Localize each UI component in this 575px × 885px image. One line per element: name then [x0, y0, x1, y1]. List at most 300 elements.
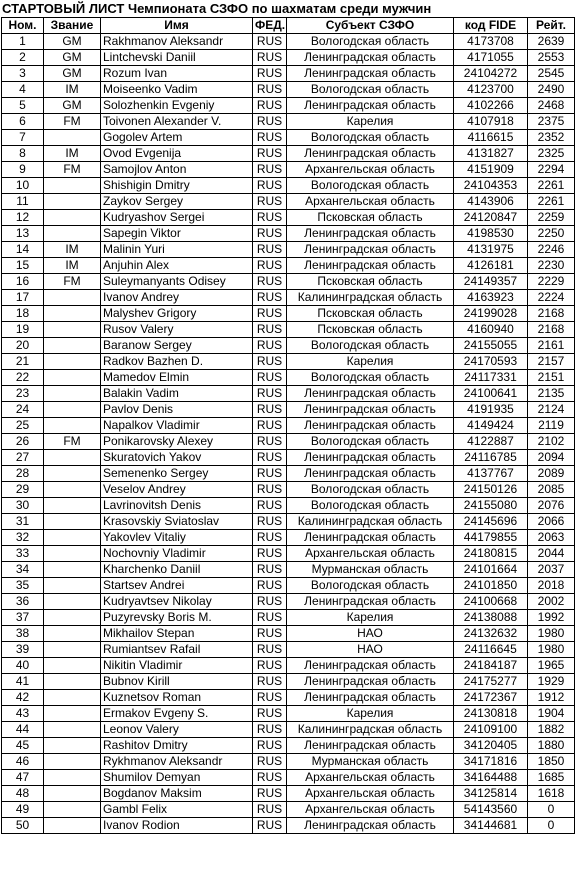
cell-title: [44, 386, 101, 402]
column-header-fide-id: код FIDE: [454, 18, 528, 34]
cell-name: Rusov Valery: [101, 322, 253, 338]
cell-federation: RUS: [253, 194, 287, 210]
cell-number: 32: [2, 530, 44, 546]
cell-federation: RUS: [253, 402, 287, 418]
table-row: [2, 818, 575, 834]
table-row: [2, 610, 575, 626]
cell-number: 27: [2, 450, 44, 466]
cell-federation: RUS: [253, 114, 287, 130]
cell-title: [44, 722, 101, 738]
cell-region: Ленинградская область: [287, 226, 454, 242]
cell-region: Ленинградская область: [287, 674, 454, 690]
cell-region: Вологодская область: [287, 130, 454, 146]
cell-region: Архангельская область: [287, 786, 454, 802]
cell-rating: 1980: [528, 642, 575, 658]
cell-name: Ovod Evgenija: [101, 146, 253, 162]
table-row: [2, 514, 575, 530]
cell-title: [44, 754, 101, 770]
cell-region: Ленинградская область: [287, 466, 454, 482]
cell-rating: 1929: [528, 674, 575, 690]
cell-number: 12: [2, 210, 44, 226]
cell-federation: RUS: [253, 546, 287, 562]
cell-rating: 2094: [528, 450, 575, 466]
cell-name: Startsev Andrei: [101, 578, 253, 594]
cell-name: Suleymanyants Odisey: [101, 274, 253, 290]
column-header-region: Субъект СЗФО: [287, 18, 454, 34]
cell-rating: 2230: [528, 258, 575, 274]
cell-fide-id: 24172367: [454, 690, 528, 706]
column-header-federation: ФЕД.: [253, 18, 287, 34]
page-title: СТАРТОВЫЙ ЛИСТ Чемпионата СЗФО по шахматам среди мужчин: [2, 1, 432, 16]
cell-region: Архангельская область: [287, 770, 454, 786]
cell-title: IM: [44, 146, 101, 162]
cell-fide-id: 4102266: [454, 98, 528, 114]
cell-title: GM: [44, 98, 101, 114]
cell-rating: 2490: [528, 82, 575, 98]
cell-title: [44, 418, 101, 434]
cell-name: Radkov Bazhen D.: [101, 354, 253, 370]
cell-rating: 2085: [528, 482, 575, 498]
cell-fide-id: 34120405: [454, 738, 528, 754]
cell-region: Вологодская область: [287, 370, 454, 386]
cell-title: [44, 354, 101, 370]
cell-rating: 2044: [528, 546, 575, 562]
cell-number: 29: [2, 482, 44, 498]
cell-federation: RUS: [253, 818, 287, 834]
cell-federation: RUS: [253, 674, 287, 690]
table-row: [2, 418, 575, 434]
cell-region: НАО: [287, 626, 454, 642]
cell-federation: RUS: [253, 498, 287, 514]
cell-name: Malinin Yuri: [101, 242, 253, 258]
cell-name: Shumilov Demyan: [101, 770, 253, 786]
cell-rating: 1912: [528, 690, 575, 706]
cell-name: Nikitin Vladimir: [101, 658, 253, 674]
cell-fide-id: 4149424: [454, 418, 528, 434]
cell-number: 48: [2, 786, 44, 802]
table-row: [2, 50, 575, 66]
cell-number: 39: [2, 642, 44, 658]
cell-rating: 2229: [528, 274, 575, 290]
cell-title: [44, 290, 101, 306]
cell-title: [44, 306, 101, 322]
cell-fide-id: 34171816: [454, 754, 528, 770]
table-row: [2, 322, 575, 338]
cell-name: Mamedov Elmin: [101, 370, 253, 386]
cell-fide-id: 24145696: [454, 514, 528, 530]
cell-number: 8: [2, 146, 44, 162]
cell-name: Moiseenko Vadim: [101, 82, 253, 98]
cell-fide-id: 24184187: [454, 658, 528, 674]
cell-fide-id: 24175277: [454, 674, 528, 690]
cell-fide-id: 24116785: [454, 450, 528, 466]
cell-title: [44, 226, 101, 242]
cell-rating: 0: [528, 818, 575, 834]
cell-fide-id: 4191935: [454, 402, 528, 418]
cell-federation: RUS: [253, 210, 287, 226]
cell-fide-id: 24104272: [454, 66, 528, 82]
cell-federation: RUS: [253, 610, 287, 626]
cell-name: Yakovlev Vitaliy: [101, 530, 253, 546]
cell-number: 14: [2, 242, 44, 258]
table-row: [2, 482, 575, 498]
cell-rating: 2089: [528, 466, 575, 482]
cell-region: Ленинградская область: [287, 738, 454, 754]
cell-rating: 2119: [528, 418, 575, 434]
cell-federation: RUS: [253, 386, 287, 402]
cell-name: Rashitov Dmitry: [101, 738, 253, 754]
cell-region: Ленинградская область: [287, 66, 454, 82]
cell-name: Kharchenko Daniil: [101, 562, 253, 578]
cell-fide-id: 24180815: [454, 546, 528, 562]
cell-region: Вологодская область: [287, 82, 454, 98]
cell-title: [44, 210, 101, 226]
cell-fide-id: 4137767: [454, 466, 528, 482]
cell-region: Псковская область: [287, 210, 454, 226]
cell-name: Semenenko Sergey: [101, 466, 253, 482]
table-row: [2, 386, 575, 402]
cell-number: 50: [2, 818, 44, 834]
cell-rating: 2135: [528, 386, 575, 402]
table-row: [2, 498, 575, 514]
column-header-number: Ном.: [2, 18, 44, 34]
cell-rating: 1980: [528, 626, 575, 642]
cell-federation: RUS: [253, 770, 287, 786]
cell-federation: RUS: [253, 34, 287, 50]
cell-rating: 2066: [528, 514, 575, 530]
cell-number: 49: [2, 802, 44, 818]
cell-name: Gambl Felix: [101, 802, 253, 818]
cell-title: [44, 658, 101, 674]
cell-region: Псковская область: [287, 306, 454, 322]
cell-fide-id: 24138088: [454, 610, 528, 626]
cell-fide-id: 24100668: [454, 594, 528, 610]
cell-number: 45: [2, 738, 44, 754]
cell-federation: RUS: [253, 722, 287, 738]
cell-region: Карелия: [287, 610, 454, 626]
table-row: [2, 258, 575, 274]
cell-federation: RUS: [253, 354, 287, 370]
cell-name: Toivonen Alexander V.: [101, 114, 253, 130]
cell-fide-id: 24120847: [454, 210, 528, 226]
table-row: [2, 146, 575, 162]
cell-fide-id: 24155055: [454, 338, 528, 354]
cell-title: [44, 338, 101, 354]
cell-region: Архангельская область: [287, 802, 454, 818]
table-row: [2, 34, 575, 50]
cell-name: Ermakov Evgeny S.: [101, 706, 253, 722]
cell-rating: 0: [528, 802, 575, 818]
cell-region: Карелия: [287, 114, 454, 130]
cell-rating: 2102: [528, 434, 575, 450]
cell-region: Псковская область: [287, 274, 454, 290]
cell-federation: RUS: [253, 706, 287, 722]
cell-number: 44: [2, 722, 44, 738]
cell-federation: RUS: [253, 178, 287, 194]
cell-federation: RUS: [253, 626, 287, 642]
cell-number: 19: [2, 322, 44, 338]
cell-federation: RUS: [253, 130, 287, 146]
cell-number: 42: [2, 690, 44, 706]
cell-name: Malyshev Grigory: [101, 306, 253, 322]
cell-name: Bogdanov Maksim: [101, 786, 253, 802]
table-row: [2, 578, 575, 594]
cell-federation: RUS: [253, 754, 287, 770]
cell-title: [44, 370, 101, 386]
cell-rating: 2018: [528, 578, 575, 594]
cell-name: Anjuhin Alex: [101, 258, 253, 274]
cell-rating: 1880: [528, 738, 575, 754]
cell-region: Мурманская область: [287, 562, 454, 578]
cell-number: 24: [2, 402, 44, 418]
cell-rating: 2553: [528, 50, 575, 66]
cell-rating: 2168: [528, 322, 575, 338]
cell-federation: RUS: [253, 786, 287, 802]
cell-fide-id: 4151909: [454, 162, 528, 178]
table-row: [2, 530, 575, 546]
cell-region: Вологодская область: [287, 178, 454, 194]
table-row: [2, 98, 575, 114]
cell-title: [44, 130, 101, 146]
cell-fide-id: 4143906: [454, 194, 528, 210]
cell-region: Ленинградская область: [287, 818, 454, 834]
cell-number: 31: [2, 514, 44, 530]
cell-federation: RUS: [253, 514, 287, 530]
cell-title: GM: [44, 50, 101, 66]
cell-region: Ленинградская область: [287, 450, 454, 466]
cell-rating: 2468: [528, 98, 575, 114]
cell-fide-id: 24101850: [454, 578, 528, 594]
cell-name: Pavlov Denis: [101, 402, 253, 418]
table-row: [2, 114, 575, 130]
cell-fide-id: 4126181: [454, 258, 528, 274]
cell-rating: 2002: [528, 594, 575, 610]
cell-federation: RUS: [253, 50, 287, 66]
cell-federation: RUS: [253, 450, 287, 466]
table-row: [2, 66, 575, 82]
cell-federation: RUS: [253, 274, 287, 290]
cell-fide-id: 4131827: [454, 146, 528, 162]
table-row: [2, 210, 575, 226]
cell-title: [44, 514, 101, 530]
cell-name: Veselov Andrey: [101, 482, 253, 498]
cell-number: 7: [2, 130, 44, 146]
cell-rating: 1685: [528, 770, 575, 786]
cell-title: [44, 466, 101, 482]
cell-region: Мурманская область: [287, 754, 454, 770]
cell-number: 15: [2, 258, 44, 274]
cell-title: [44, 642, 101, 658]
cell-federation: RUS: [253, 338, 287, 354]
cell-number: 38: [2, 626, 44, 642]
cell-region: Архангельская область: [287, 162, 454, 178]
cell-rating: 2157: [528, 354, 575, 370]
cell-fide-id: 24116645: [454, 642, 528, 658]
cell-number: 17: [2, 290, 44, 306]
cell-number: 43: [2, 706, 44, 722]
cell-federation: RUS: [253, 594, 287, 610]
table-row: [2, 370, 575, 386]
cell-rating: 2151: [528, 370, 575, 386]
cell-rating: 2168: [528, 306, 575, 322]
cell-federation: RUS: [253, 370, 287, 386]
cell-number: 4: [2, 82, 44, 98]
table-row: [2, 82, 575, 98]
cell-fide-id: 24101664: [454, 562, 528, 578]
cell-region: Ленинградская область: [287, 658, 454, 674]
table-row: [2, 658, 575, 674]
cell-fide-id: 24199028: [454, 306, 528, 322]
cell-number: 35: [2, 578, 44, 594]
cell-federation: RUS: [253, 322, 287, 338]
cell-federation: RUS: [253, 690, 287, 706]
cell-number: 41: [2, 674, 44, 690]
cell-federation: RUS: [253, 290, 287, 306]
table-row: [2, 546, 575, 562]
cell-federation: RUS: [253, 738, 287, 754]
cell-title: [44, 610, 101, 626]
cell-fide-id: 44179855: [454, 530, 528, 546]
cell-title: [44, 770, 101, 786]
cell-rating: 2076: [528, 498, 575, 514]
column-header-title: Звание: [44, 18, 101, 34]
header-row: [2, 18, 575, 34]
cell-fide-id: 4131975: [454, 242, 528, 258]
table-row: [2, 786, 575, 802]
cell-rating: 2037: [528, 562, 575, 578]
cell-federation: RUS: [253, 578, 287, 594]
cell-region: Ленинградская область: [287, 402, 454, 418]
table-row: [2, 642, 575, 658]
cell-number: 28: [2, 466, 44, 482]
cell-title: IM: [44, 258, 101, 274]
cell-fide-id: 24130818: [454, 706, 528, 722]
cell-title: [44, 674, 101, 690]
cell-fide-id: 24104353: [454, 178, 528, 194]
table-row: [2, 738, 575, 754]
cell-federation: RUS: [253, 482, 287, 498]
cell-fide-id: 4173708: [454, 34, 528, 50]
cell-title: [44, 626, 101, 642]
cell-rating: 2250: [528, 226, 575, 242]
cell-region: Вологодская область: [287, 578, 454, 594]
cell-region: Вологодская область: [287, 482, 454, 498]
cell-number: 37: [2, 610, 44, 626]
cell-title: [44, 194, 101, 210]
cell-name: Rakhmanov Aleksandr: [101, 34, 253, 50]
table-row: [2, 290, 575, 306]
cell-fide-id: 4122887: [454, 434, 528, 450]
cell-number: 10: [2, 178, 44, 194]
cell-number: 33: [2, 546, 44, 562]
cell-federation: RUS: [253, 434, 287, 450]
cell-federation: RUS: [253, 658, 287, 674]
cell-fide-id: 4163923: [454, 290, 528, 306]
cell-number: 36: [2, 594, 44, 610]
cell-name: Sapegin Viktor: [101, 226, 253, 242]
table-row: [2, 178, 575, 194]
cell-name: Ivanov Andrey: [101, 290, 253, 306]
cell-federation: RUS: [253, 306, 287, 322]
cell-number: 25: [2, 418, 44, 434]
cell-number: 16: [2, 274, 44, 290]
cell-name: Kudryavtsev Nikolay: [101, 594, 253, 610]
cell-region: Вологодская область: [287, 338, 454, 354]
cell-name: Krasovskiy Sviatoslav: [101, 514, 253, 530]
cell-number: 6: [2, 114, 44, 130]
cell-federation: RUS: [253, 642, 287, 658]
cell-title: GM: [44, 66, 101, 82]
cell-region: Калининградская область: [287, 290, 454, 306]
cell-region: Вологодская область: [287, 34, 454, 50]
cell-region: Ленинградская область: [287, 530, 454, 546]
cell-fide-id: 34125814: [454, 786, 528, 802]
cell-name: Balakin Vadim: [101, 386, 253, 402]
cell-fide-id: 34164488: [454, 770, 528, 786]
table-row: [2, 130, 575, 146]
cell-rating: 2246: [528, 242, 575, 258]
cell-rating: 2224: [528, 290, 575, 306]
cell-title: [44, 178, 101, 194]
cell-fide-id: 4123700: [454, 82, 528, 98]
cell-number: 3: [2, 66, 44, 82]
cell-region: Карелия: [287, 354, 454, 370]
cell-number: 23: [2, 386, 44, 402]
table-row: [2, 754, 575, 770]
cell-federation: RUS: [253, 418, 287, 434]
cell-fide-id: 24170593: [454, 354, 528, 370]
cell-title: GM: [44, 34, 101, 50]
cell-number: 11: [2, 194, 44, 210]
cell-name: Lavrinovitsh Denis: [101, 498, 253, 514]
table-row: [2, 562, 575, 578]
cell-title: IM: [44, 242, 101, 258]
cell-title: [44, 562, 101, 578]
cell-fide-id: 4171055: [454, 50, 528, 66]
cell-fide-id: 4116615: [454, 130, 528, 146]
table-row: [2, 722, 575, 738]
cell-title: [44, 322, 101, 338]
table-row: [2, 594, 575, 610]
cell-number: 22: [2, 370, 44, 386]
cell-rating: 2124: [528, 402, 575, 418]
cell-number: 46: [2, 754, 44, 770]
table-row: [2, 194, 575, 210]
cell-fide-id: 24117331: [454, 370, 528, 386]
cell-name: Puzyrevsky Boris M.: [101, 610, 253, 626]
cell-region: Ленинградская область: [287, 242, 454, 258]
cell-title: FM: [44, 114, 101, 130]
cell-fide-id: 24132632: [454, 626, 528, 642]
cell-number: 34: [2, 562, 44, 578]
cell-region: Ленинградская область: [287, 386, 454, 402]
cell-federation: RUS: [253, 242, 287, 258]
cell-title: FM: [44, 434, 101, 450]
cell-number: 47: [2, 770, 44, 786]
column-header-rating: Рейт.: [528, 18, 575, 34]
cell-rating: 2259: [528, 210, 575, 226]
table-row: [2, 242, 575, 258]
cell-federation: RUS: [253, 530, 287, 546]
cell-region: Ленинградская область: [287, 258, 454, 274]
cell-rating: 2294: [528, 162, 575, 178]
cell-name: Shishigin Dmitry: [101, 178, 253, 194]
cell-number: 30: [2, 498, 44, 514]
cell-federation: RUS: [253, 82, 287, 98]
cell-title: [44, 530, 101, 546]
cell-name: Nochovniy Vladimir: [101, 546, 253, 562]
cell-name: Gogolev Artem: [101, 130, 253, 146]
